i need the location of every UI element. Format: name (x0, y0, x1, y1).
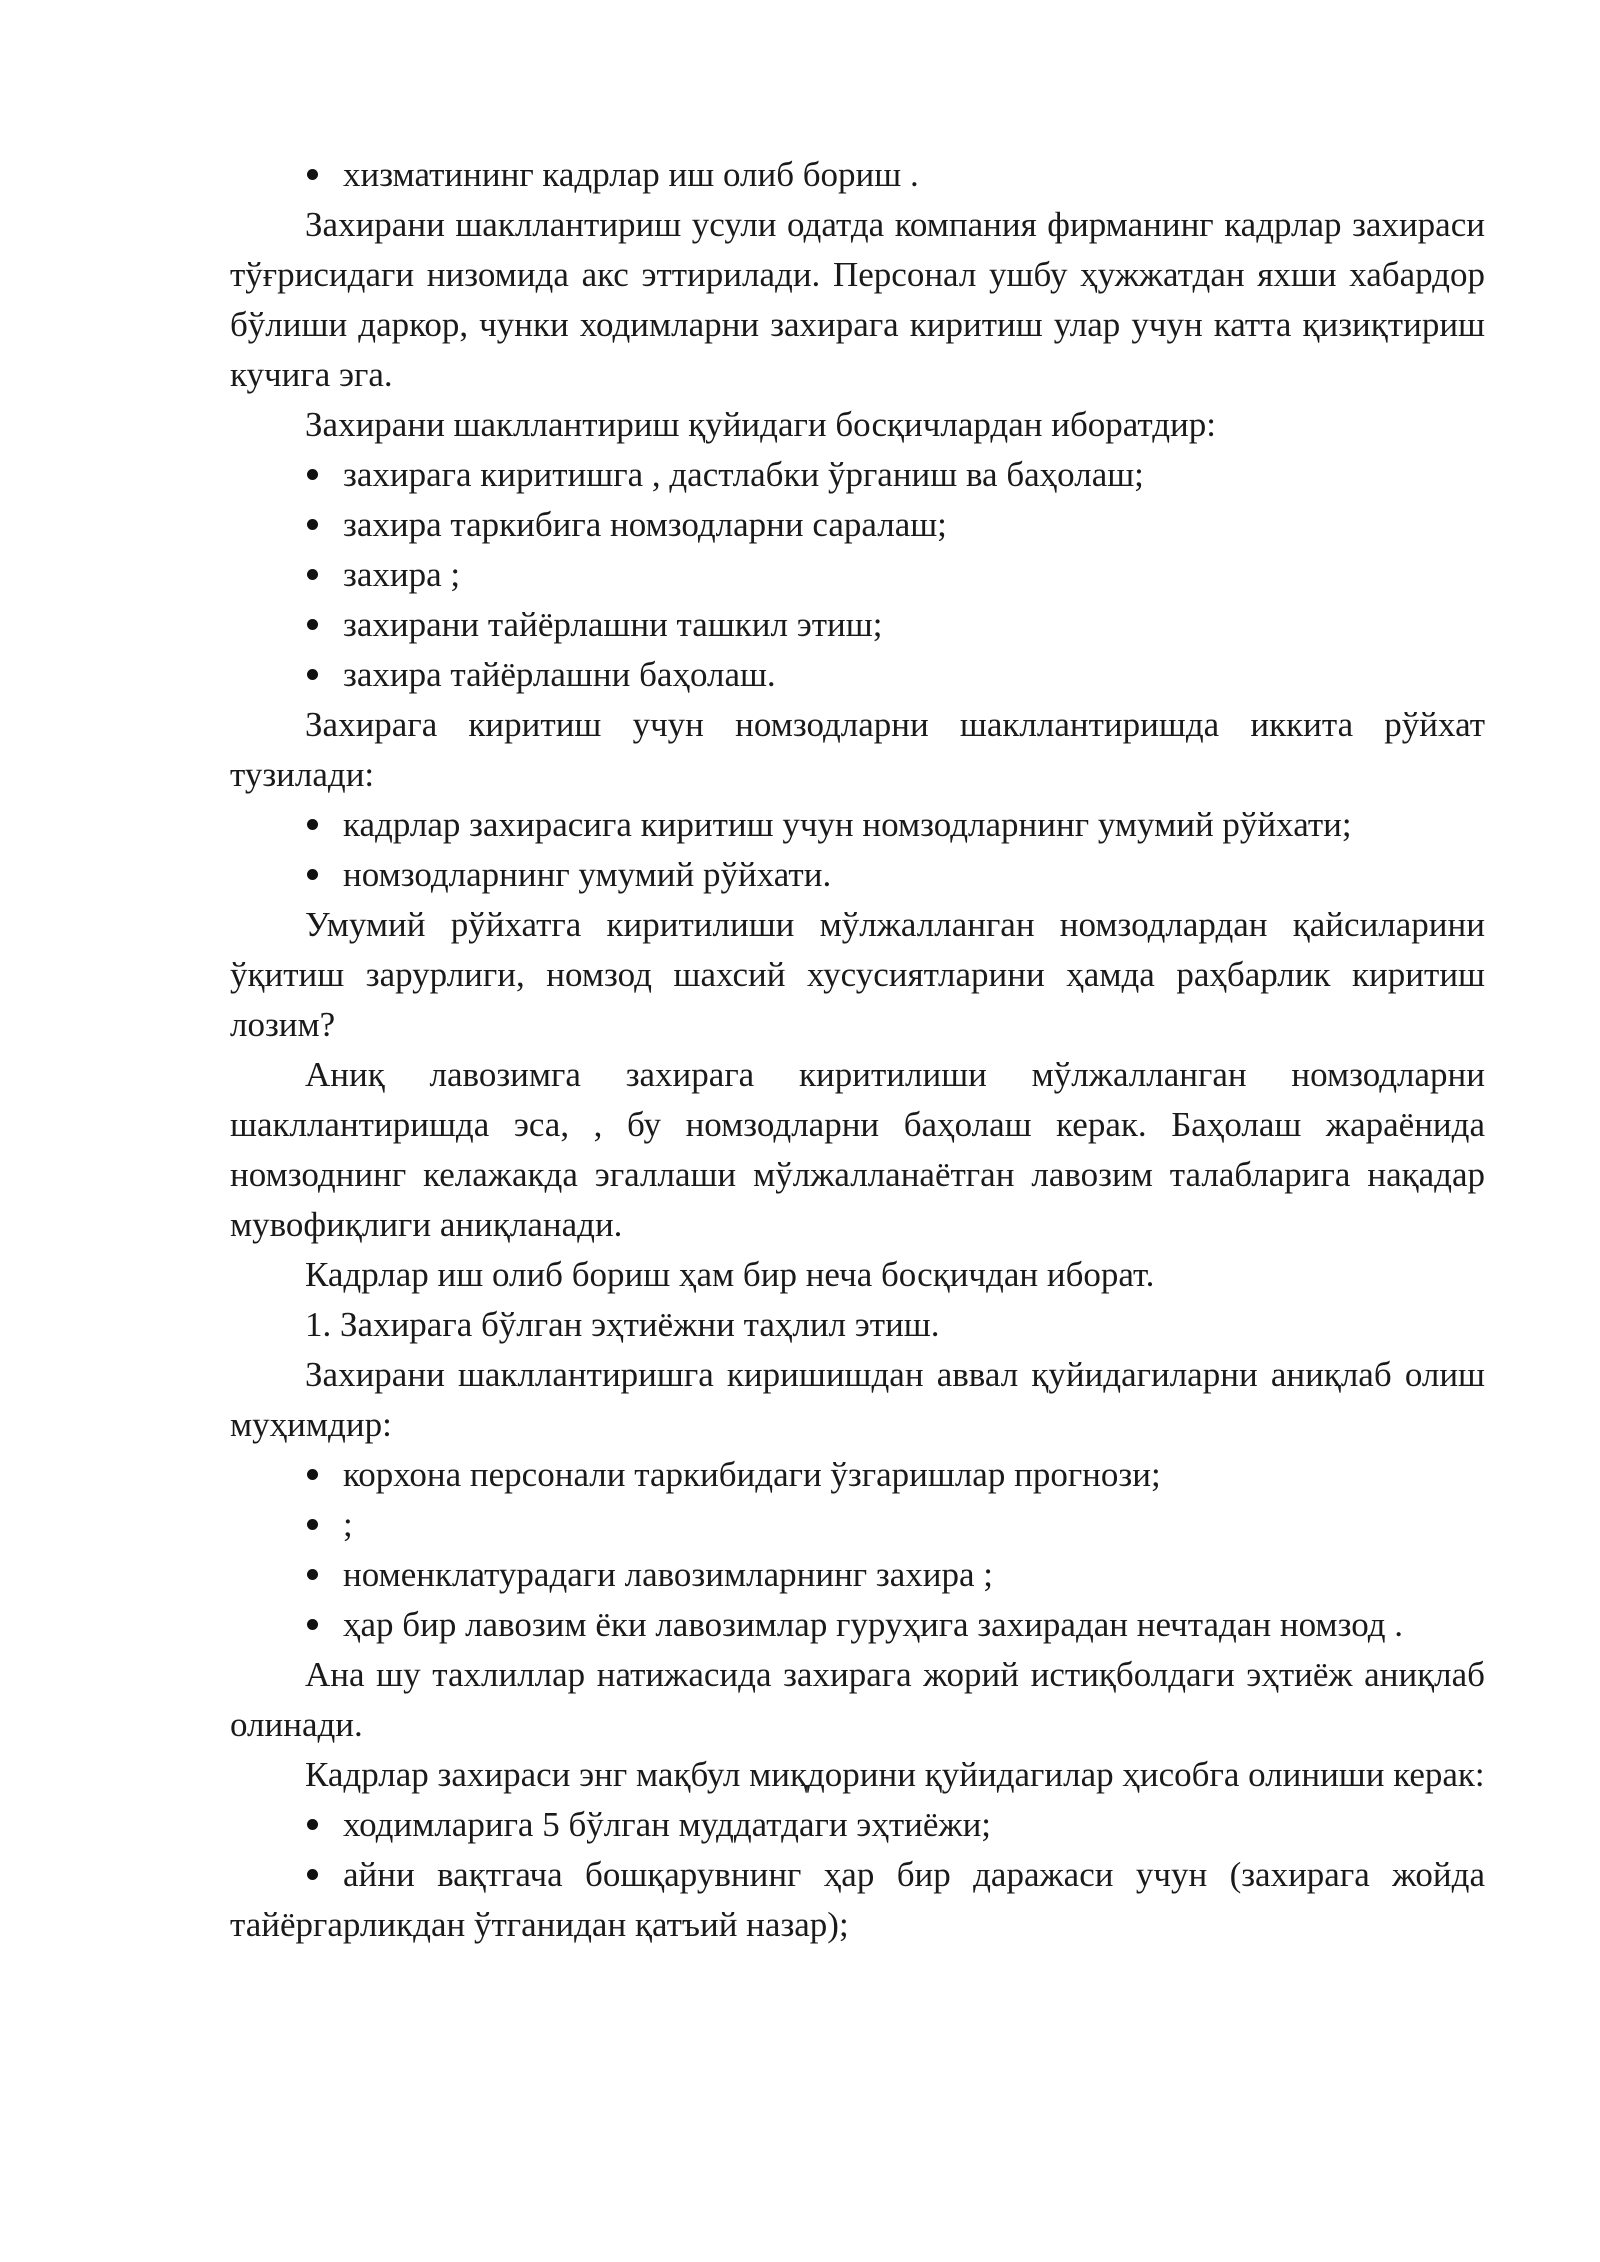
bullet-item (230, 650, 1485, 700)
bullet-item (230, 1600, 1485, 1650)
paragraph: Захирани шакллантириш қуйидаги босқичлардан иборатдир: (305, 405, 1217, 444)
bullet-item (230, 550, 1485, 600)
bullet-text: ҳар бир лавозим ёки лавозимлар гуруҳига захирадан нечтадан номзод . (343, 1605, 1403, 1644)
paragraph: Умумий рўйхатга киритилиши мўлжалланган номзодлардан қайсиларини ўқитиш зарурлиги, номзод шахсий хусусиятларини ҳамда раҳбарлик киритиш лозим? (230, 905, 1485, 1044)
bullet-item (230, 600, 1485, 650)
bullet-item (230, 500, 1485, 550)
paragraph: Аниқ лавозимга захирага киритилиши мўлжалланган номзодларни шакллантиришда эса, , бу номзодларни баҳолаш керак. Баҳолаш жараёнида номзоднинг келажакда эгаллаши мўлжалланаётган лавозим талабларига нақадар мувофиқлиги аниқланади. (230, 1055, 1485, 1244)
bullet-dot-icon (307, 1819, 318, 1830)
bullet-text: хизматининг кадрлар иш олиб бориш . (343, 155, 919, 194)
bullet-text: кадрлар захирасига киритиш учун номзодларнинг умумий рўйхати; (343, 805, 1352, 844)
paragraph: Кадрлар иш олиб бориш ҳам бир неча босқичдан иборат. (305, 1255, 1155, 1294)
bullet-text: захирага киритишга , дастлабки ўрганиш ва баҳолаш; (343, 455, 1144, 494)
paragraph: Захирани шакллантиришга киришишдан аввал қуйидагиларни аниқлаб олиш муҳимдир: (230, 1355, 1485, 1444)
bullet-text: ; (343, 1505, 353, 1544)
bullet-dot-icon (307, 1619, 318, 1630)
bullet-dot-icon (307, 1869, 318, 1880)
bullet-dot-icon (307, 1569, 318, 1580)
bullet-item (230, 800, 1485, 850)
bullet-text: айни вақтгача бошқарувнинг ҳар бир даражаси учун (захирага жойда тайёргарликдан ўтганидан қатъий назар); (230, 1855, 1485, 1944)
bullet-item (230, 850, 1485, 900)
bullet-text: корхона персонали таркибидаги ўзгаришлар прогнози; (343, 1455, 1161, 1494)
bullet-dot-icon (307, 569, 318, 580)
bullet-dot-icon (307, 869, 318, 880)
document-page (230, 150, 1485, 1950)
bullet-item (230, 150, 1485, 200)
bullet-item (230, 1550, 1485, 1600)
bullet-dot-icon (307, 1519, 318, 1530)
bullet-text: ходимларига 5 бўлган муддатдаги эҳтиёжи; (343, 1805, 992, 1844)
paragraph: Ана шу тахлиллар натижасида захирага жорий истиқболдаги эҳтиёж аниқлаб олинади. (230, 1655, 1485, 1744)
paragraph: Кадрлар захираси энг мақбул миқдорини қуйидагилар ҳисобга олиниши керак: (305, 1755, 1485, 1794)
bullet-dot-icon (307, 469, 318, 480)
bullet-text: номзодларнинг умумий рўйхати. (343, 855, 832, 894)
bullet-dot-icon (307, 169, 318, 180)
bullet-item (230, 1450, 1485, 1500)
bullet-dot-icon (307, 519, 318, 530)
bullet-text: захирани тайёрлашни ташкил этиш; (343, 605, 883, 644)
bullet-item (230, 1850, 1485, 1950)
bullet-dot-icon (307, 669, 318, 680)
bullet-text: захира таркибига номзодларни саралаш; (343, 505, 947, 544)
bullet-dot-icon (307, 1469, 318, 1480)
bullet-text: номенклатурадаги лавозимларнинг захира ; (343, 1555, 994, 1594)
bullet-item (230, 1800, 1485, 1850)
bullet-item (230, 450, 1485, 500)
bullet-item (230, 1500, 1485, 1550)
paragraph: Захирани шакллантириш усули одатда компания фирманинг кадрлар захираси тўғрисидаги низомида акс эттирилади. Персонал ушбу ҳужжатдан яхши хабардор бўлиши даркор, чунки ходимларни захирага киритиш улар учун катта қизиқтириш кучига эга. (230, 205, 1485, 394)
bullet-dot-icon (307, 819, 318, 830)
numbered-heading: 1. Захирага бўлган эҳтиёжни таҳлил этиш. (305, 1305, 940, 1344)
bullet-text: захира тайёрлашни баҳолаш. (343, 655, 776, 694)
bullet-dot-icon (307, 619, 318, 630)
paragraph: Захирага киритиш учун номзодларни шакллантиришда иккита рўйхат тузилади: (230, 705, 1485, 794)
bullet-text: захира ; (343, 555, 461, 594)
